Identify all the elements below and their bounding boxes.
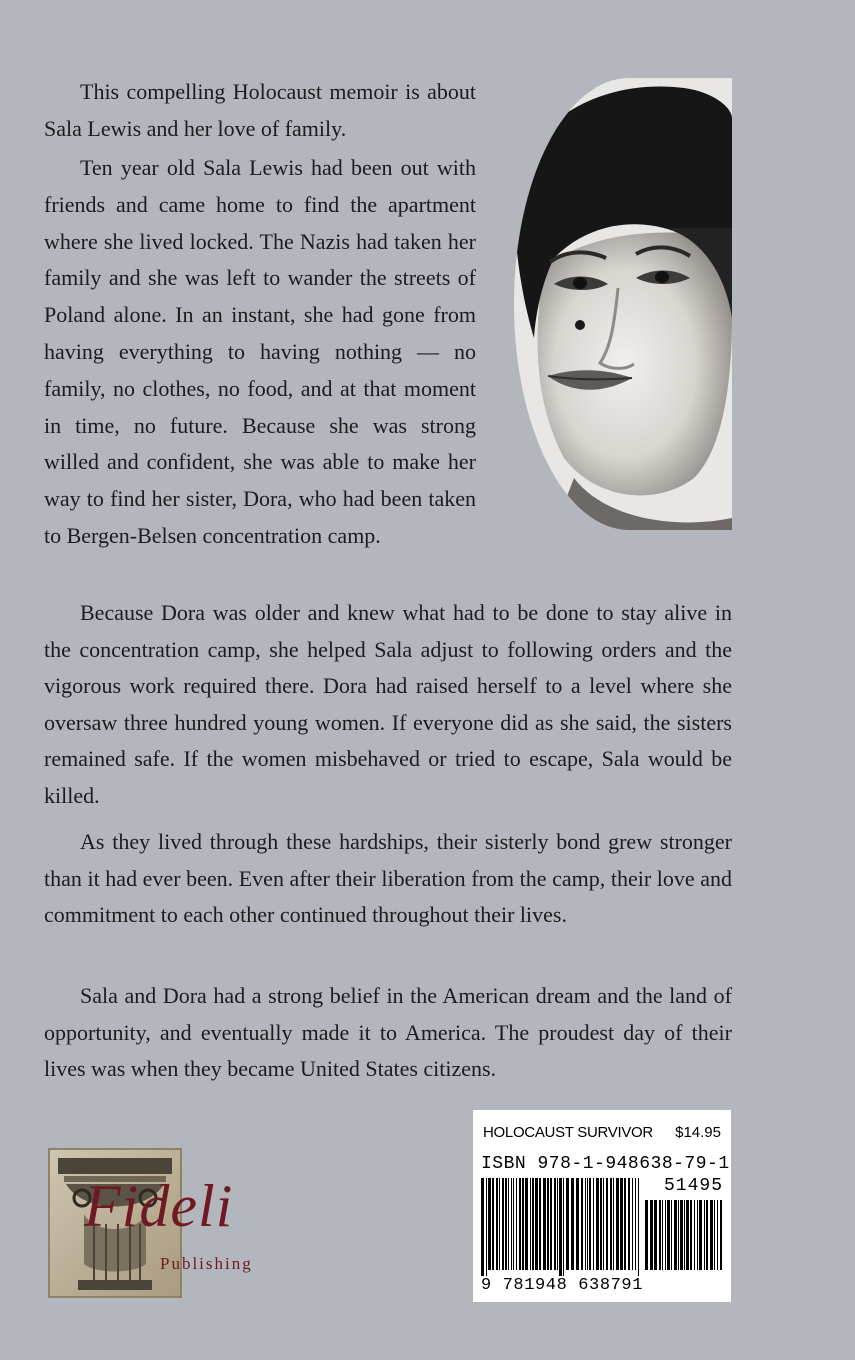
barcode-bar bbox=[706, 1200, 708, 1270]
publisher-subtitle: Publishing bbox=[160, 1254, 253, 1273]
barcode-bar bbox=[654, 1200, 657, 1270]
barcode-bar bbox=[563, 1178, 564, 1278]
barcode-bar bbox=[686, 1200, 689, 1270]
barcode-bar bbox=[720, 1200, 722, 1270]
barcode-bar bbox=[667, 1200, 670, 1270]
isbn-label: ISBN 978-1-948638-79-1 bbox=[481, 1154, 730, 1174]
barcode-bar bbox=[505, 1178, 507, 1270]
barcode-bar bbox=[662, 1200, 663, 1270]
barcode-bar bbox=[628, 1178, 630, 1270]
author-portrait bbox=[514, 78, 732, 530]
barcode-bar bbox=[638, 1178, 639, 1278]
category-label: HOLOCAUST SURVIVOR bbox=[483, 1124, 653, 1141]
barcode-bar bbox=[596, 1178, 599, 1270]
barcode-bar bbox=[481, 1178, 484, 1278]
publisher-name: Fideli bbox=[84, 1173, 234, 1239]
barcode-bar bbox=[585, 1178, 586, 1270]
price-label: $14.95 bbox=[675, 1124, 721, 1141]
barcode-bar bbox=[704, 1200, 705, 1270]
barcode-bar bbox=[697, 1200, 698, 1270]
publisher-logo bbox=[48, 1148, 260, 1302]
blurb-paragraph-4: As they lived through these hardships, their sisterly bond grew stronger than it had ever been. Even after their liberation from the camp, their love and commitment to each other continued throughout their lives. bbox=[44, 829, 732, 928]
barcode-bar bbox=[486, 1178, 487, 1278]
barcode-bar bbox=[665, 1200, 666, 1270]
barcode-bar bbox=[613, 1178, 614, 1270]
barcode-bar bbox=[539, 1178, 541, 1270]
barcode-bar bbox=[571, 1178, 574, 1270]
blurb-paragraph-2: Ten year old Sala Lewis had been out with friends and came home to find the apartment where she lived locked. The Nazis had taken her family and she was left to wander the streets of Poland alone. In an instant, she had gone from having everything to having nothing — no family, no clothes, no food, and at that moment in time, no future. Because she was strong willed and confident, she was able to make her way to find her sister, Dora, who had been taken to Bergen-Belsen concentration camp. bbox=[44, 155, 476, 548]
barcode-bar bbox=[671, 1200, 672, 1270]
barcode-bar bbox=[603, 1178, 604, 1270]
barcode-bar bbox=[684, 1200, 685, 1270]
barcode-bar bbox=[587, 1178, 588, 1270]
barcode-bar bbox=[547, 1178, 549, 1270]
barcode-bar bbox=[600, 1178, 602, 1270]
barcode-bar bbox=[717, 1200, 718, 1270]
barcode-bar bbox=[699, 1200, 702, 1270]
barcode-bar bbox=[566, 1178, 569, 1270]
barcode-bar bbox=[559, 1178, 562, 1278]
blurb-paragraph-5: Sala and Dora had a strong belief in the American dream and the land of opportunity, and eventually made it to America. The proudest day of their lives was when they became United States citizens. bbox=[44, 983, 732, 1082]
barcode-bar bbox=[620, 1178, 623, 1270]
barcode-bar bbox=[508, 1178, 509, 1270]
barcode-bar bbox=[624, 1178, 626, 1270]
barcode-bar bbox=[516, 1178, 517, 1270]
barcode-bar bbox=[488, 1178, 491, 1270]
barcode-bar bbox=[610, 1178, 612, 1270]
blurb-paragraph-1: This compelling Holocaust memoir is about Sala Lewis and her love of family. bbox=[44, 79, 476, 141]
barcode-bar bbox=[519, 1178, 521, 1270]
barcode-bars bbox=[481, 1178, 641, 1278]
blurb-paragraph-3: Because Dora was older and knew what had to be done to stay alive in the concentration camp, she helped Sala adjust to following orders and the vigorous work required there. Dora had raised herself to a level where she oversaw three hundred young women. If everyone did as she said, the sisters remained safe. If the women misbehaved or tried to escape, Sala would be killed. bbox=[44, 600, 732, 808]
barcode-bar bbox=[616, 1178, 619, 1270]
barcode-bar bbox=[593, 1178, 594, 1270]
barcode-bar bbox=[635, 1178, 636, 1270]
barcode-bar bbox=[576, 1178, 579, 1270]
barcode-bar bbox=[499, 1178, 500, 1270]
barcode-bar bbox=[680, 1200, 683, 1270]
barcode-addon-bars bbox=[645, 1200, 723, 1278]
barcode-bar bbox=[606, 1178, 608, 1270]
barcode-bar bbox=[659, 1200, 661, 1270]
barcode-bar bbox=[535, 1178, 538, 1270]
barcode-bar bbox=[694, 1200, 695, 1270]
barcode-bar bbox=[557, 1178, 558, 1270]
barcode-bar bbox=[581, 1178, 583, 1270]
barcode-bar bbox=[690, 1200, 692, 1270]
barcode-bar bbox=[550, 1178, 552, 1270]
barcode-bar bbox=[632, 1178, 633, 1270]
barcode-bar bbox=[522, 1178, 524, 1270]
barcode-bar bbox=[511, 1178, 512, 1270]
barcode-bar bbox=[554, 1178, 556, 1270]
barcode-bar bbox=[650, 1200, 653, 1270]
barcode-bar bbox=[513, 1178, 514, 1270]
barcode-bar bbox=[530, 1178, 531, 1270]
barcode-bar bbox=[678, 1200, 679, 1270]
barcode-bar bbox=[496, 1178, 498, 1270]
barcode-box bbox=[473, 1110, 731, 1302]
barcode-bar bbox=[710, 1200, 713, 1270]
barcode-bar bbox=[714, 1200, 715, 1270]
barcode-bar bbox=[674, 1200, 677, 1270]
barcode-bar bbox=[645, 1200, 648, 1270]
barcode-bar bbox=[492, 1178, 494, 1270]
barcode-bar bbox=[589, 1178, 591, 1270]
barcode-bar bbox=[525, 1178, 528, 1270]
addon-number: 51495 bbox=[663, 1176, 723, 1196]
barcode-bar bbox=[502, 1178, 504, 1270]
barcode-bar bbox=[543, 1178, 546, 1270]
ean-number: 9 781948 638791 bbox=[481, 1276, 644, 1295]
barcode-bar bbox=[532, 1178, 534, 1270]
